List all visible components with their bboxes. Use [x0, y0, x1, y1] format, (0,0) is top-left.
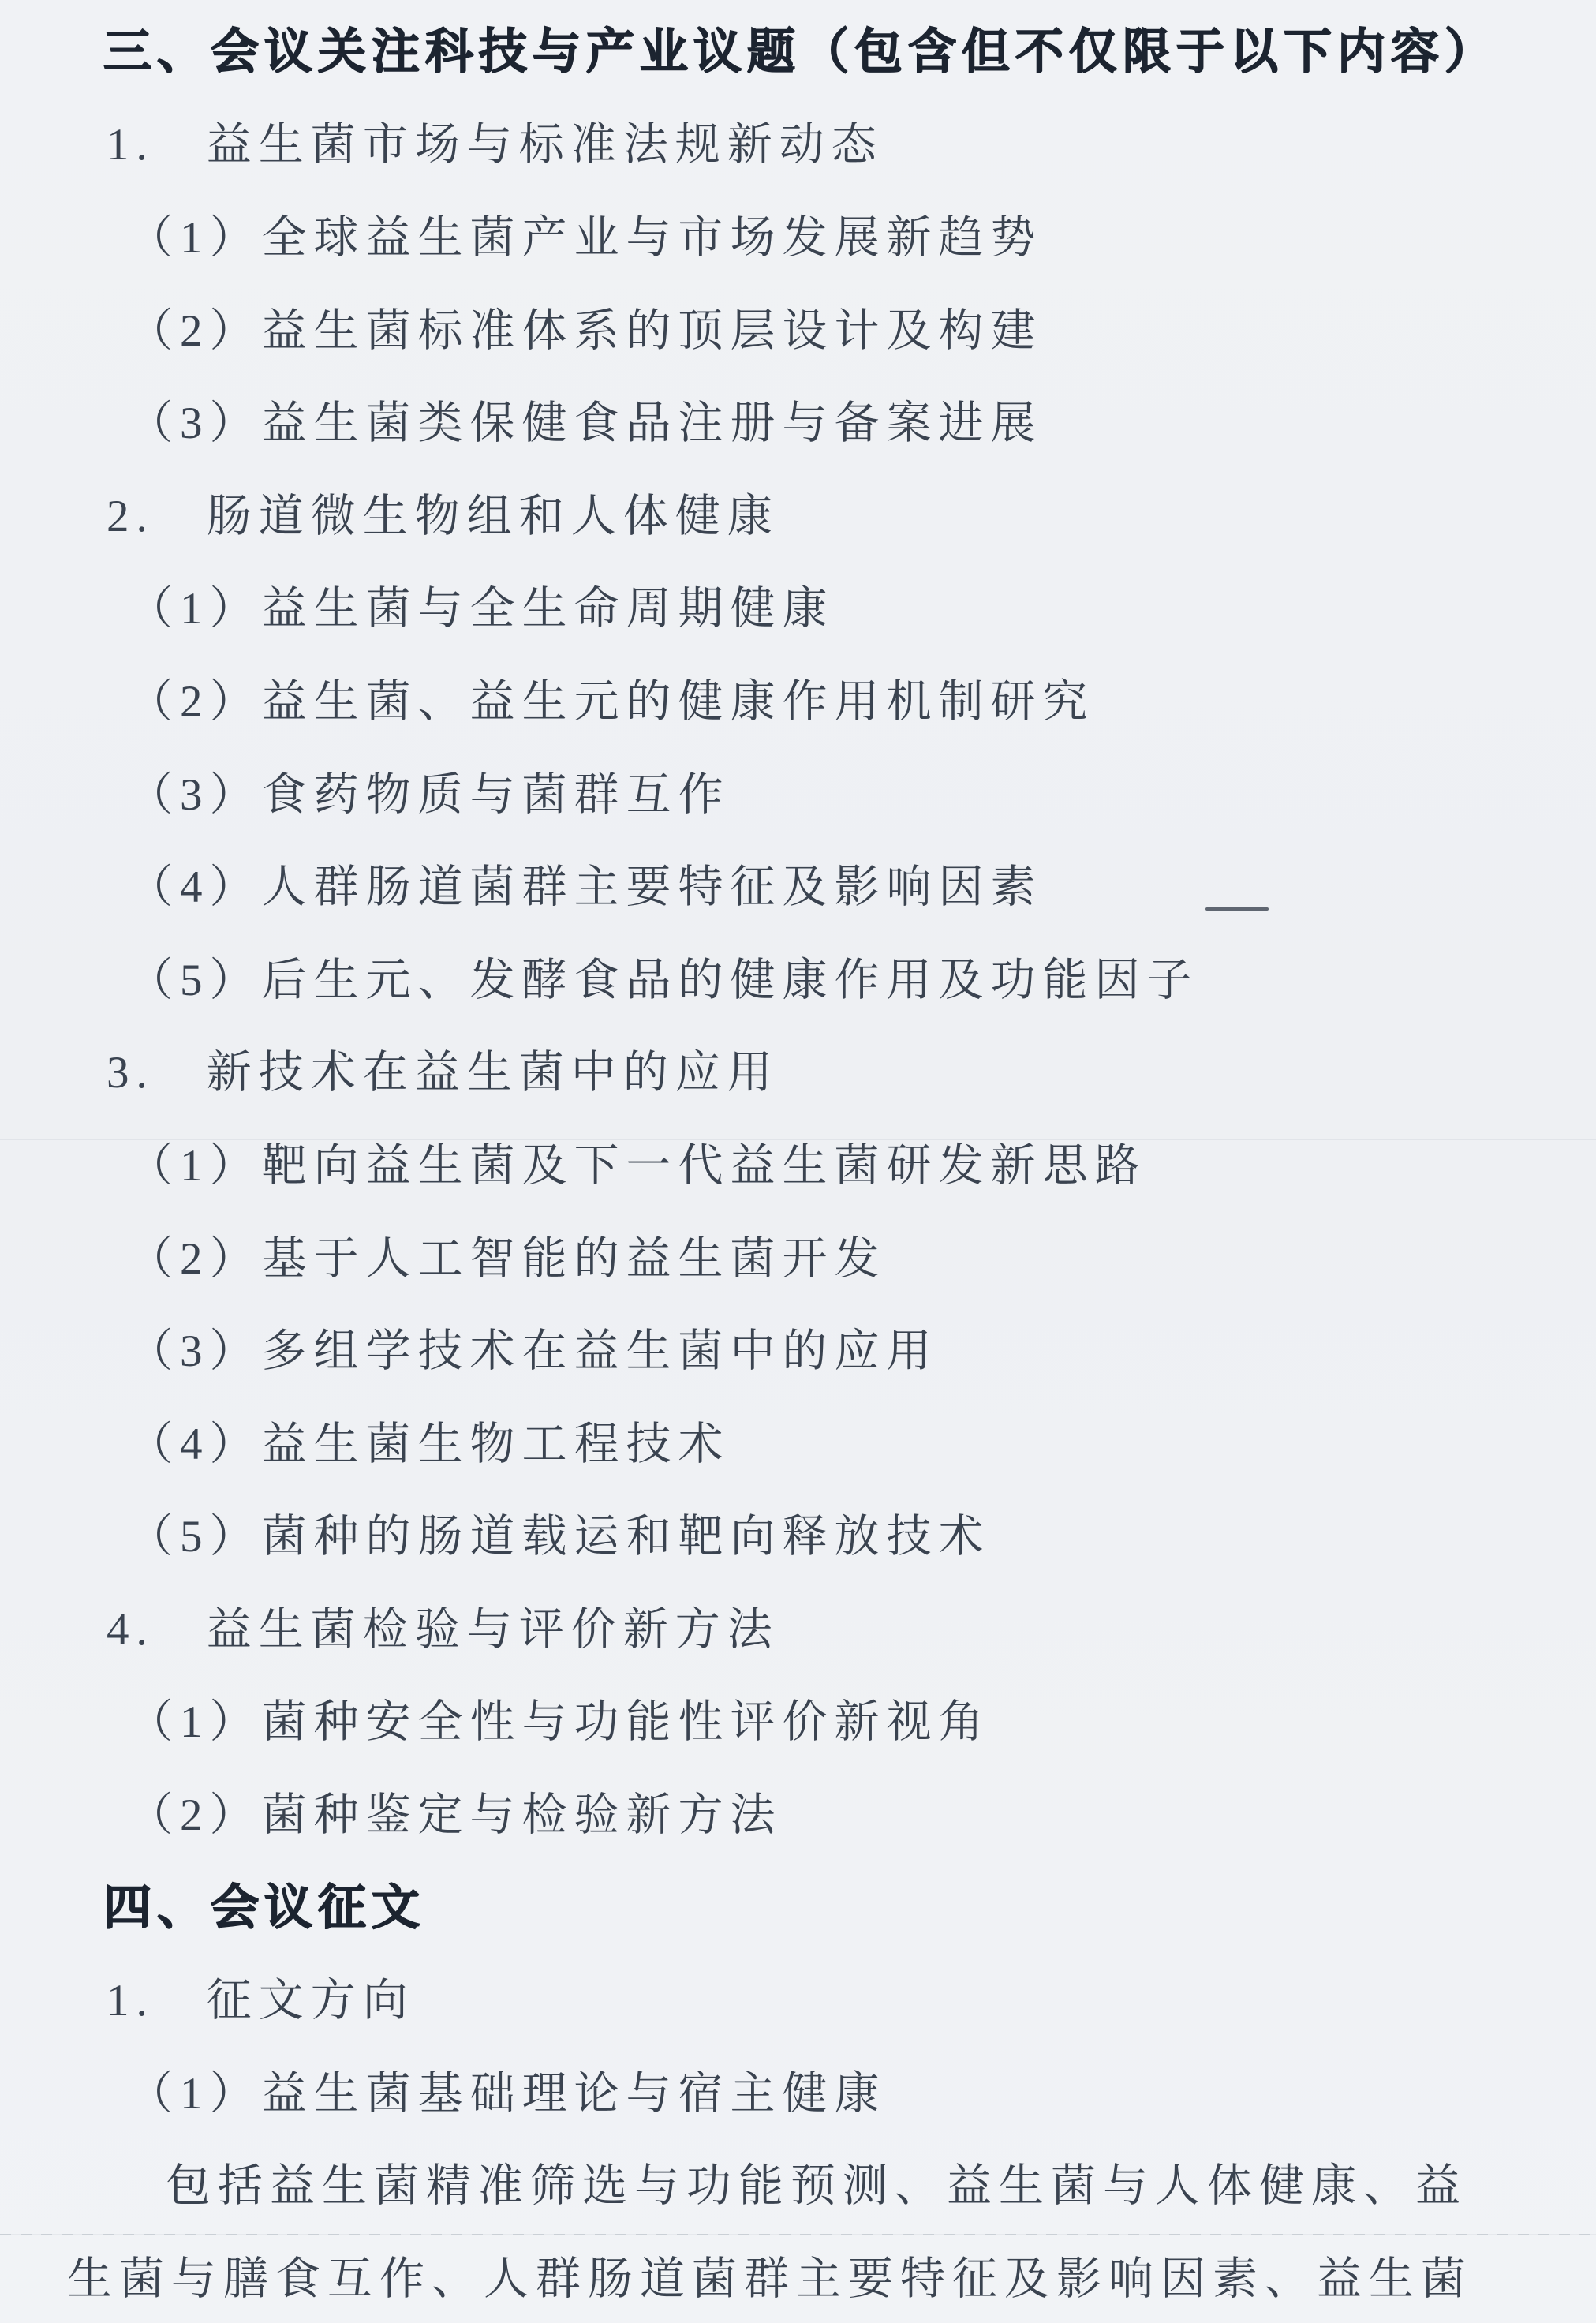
topic-2-subitem-5: （5）后生元、发酵食品的健康作用及功能因子 [128, 955, 1199, 1005]
section-3-heading: 三、会议关注科技与产业议题（包含但不仅限于以下内容） [103, 24, 1499, 79]
topic-2-subitem-3: （3）食药物质与菌群互作 [128, 769, 731, 820]
topic-3-item: 3. 新技术在益生菌中的应用 [107, 1048, 779, 1098]
topic-1-item: 1. 益生菌市场与标准法规新动态 [107, 120, 884, 170]
topic-2-subitem-2: （2）益生菌、益生元的健康作用机制研究 [128, 676, 1095, 727]
topic-3-subitem-5: （5）菌种的肠道载运和靶向释放技术 [128, 1512, 991, 1562]
topic-1-subitem-2: （2）益生菌标准体系的顶层设计及构建 [128, 305, 1043, 356]
paragraph-line-2: 生菌与膳食互作、人群肠道菌群主要特征及影响因素、益生菌 [67, 2254, 1473, 2305]
paragraph-line-1: 包括益生菌精准筛选与功能预测、益生菌与人体健康、益 [166, 2161, 1467, 2212]
topic-3-subitem-2: （2）基于人工智能的益生菌开发 [128, 1233, 887, 1284]
section-4-heading: 四、会议征文 [103, 1880, 426, 1935]
topic-3-subitem-4: （4）益生菌生物工程技术 [128, 1419, 731, 1469]
topic-2-subitem-1: （1）益生菌与全生命周期健康 [128, 584, 835, 634]
topic-4-subitem-1: （1）菌种安全性与功能性评价新视角 [128, 1697, 991, 1748]
call-for-papers-subitem-1: （1）益生菌基础理论与宿主健康 [128, 2068, 887, 2119]
topic-4-subitem-2: （2）菌种鉴定与检验新方法 [128, 1790, 783, 1841]
topic-3-subitem-3: （3）多组学技术在益生菌中的应用 [128, 1326, 939, 1377]
topic-2-item: 2. 肠道微生物组和人体健康 [107, 491, 779, 541]
call-for-papers-item: 1. 征文方向 [107, 1976, 415, 2026]
document-body [0, 2, 1596, 2321]
topic-2-subitem-4: （4）人群肠道菌群主要特征及影响因素 [128, 862, 1043, 913]
topic-1-subitem-3: （3）益生菌类保健食品注册与备案进展 [128, 398, 1043, 449]
topic-4-item: 4. 益生菌检验与评价新方法 [107, 1604, 779, 1655]
topic-3-subitem-1: （1）靶向益生菌及下一代益生菌研发新思路 [128, 1140, 1147, 1191]
topic-1-subitem-1: （1）全球益生菌产业与市场发展新趋势 [128, 212, 1043, 263]
